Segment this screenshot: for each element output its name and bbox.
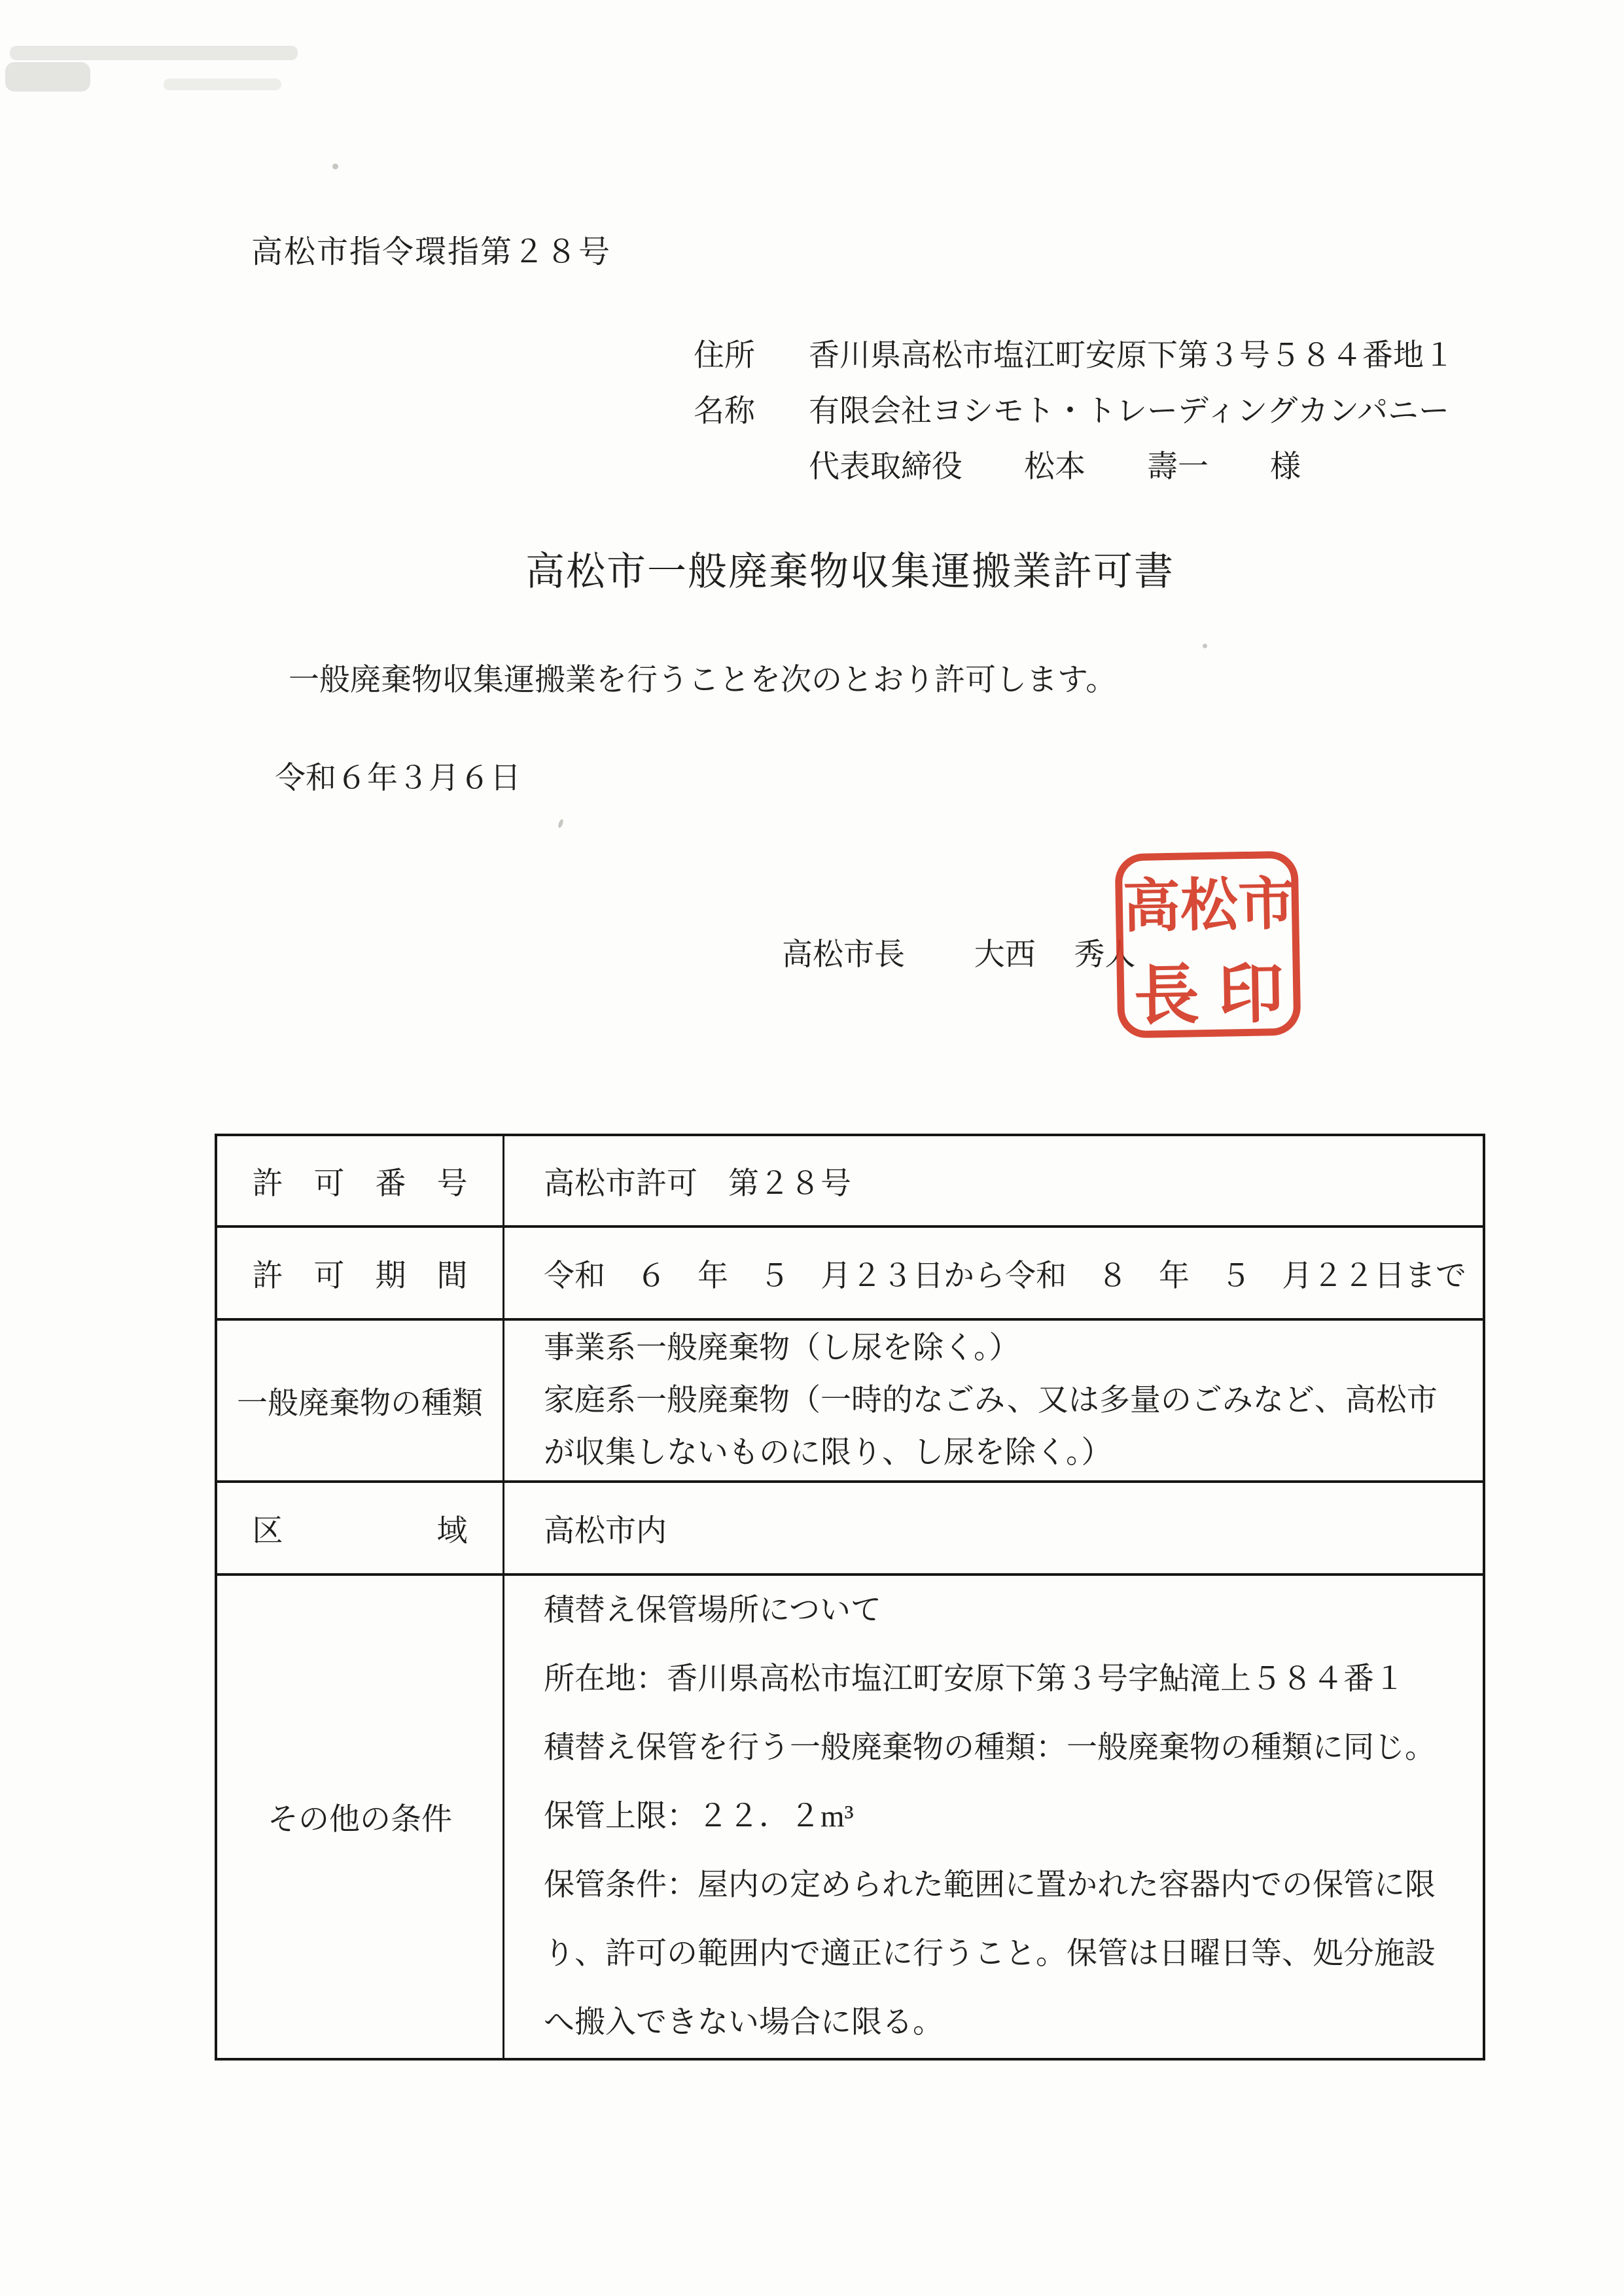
seal-char: 高: [1122, 875, 1181, 940]
value-line: が収集しないものに限り、し尿を除く。）: [544, 1436, 1112, 1470]
table-row-waste-types: [217, 1318, 1483, 1480]
permission-statement: 一般廃棄物収集運搬業を行うことを次のとおり許可します。: [289, 663, 1117, 697]
row-value: [504, 1321, 1483, 1480]
value-line: 積替え保管場所について: [544, 1593, 882, 1627]
address-value: 香川県高松市塩江町安原下第３号５８４番地１: [809, 339, 1455, 373]
row-label: その他の条件: [217, 1576, 504, 2058]
row-value: [504, 1136, 1483, 1225]
scan-smudge: [10, 46, 298, 60]
representative-line: 代表取締役 松本 壽一 様: [809, 450, 1301, 484]
table-row-other-conditions: [217, 1573, 1483, 2058]
scan-smudge: [5, 62, 90, 92]
seal-char: 松: [1180, 874, 1239, 939]
value-line: 保管条件：屋内の定められた範囲に置かれた容器内での保管に限: [544, 1868, 1436, 1902]
seal-row-top: [1122, 858, 1296, 943]
value-line: 高松市内: [544, 1514, 667, 1548]
value-line: 高松市許可 第２８号: [544, 1166, 851, 1201]
value-line: 積替え保管を行う一般廃棄物の種類：一般廃棄物の種類に同じ。: [544, 1731, 1436, 1765]
mayor-signature: 高松市長 大西 秀人: [782, 938, 1136, 972]
scan-speck: [332, 164, 338, 169]
recipient-address-line: [694, 331, 1455, 375]
document-title: 高松市一般廃棄物収集運搬業許可書: [525, 550, 1174, 593]
value-line: り、許可の範囲内で適正に行うこと。保管は日曜日等、処分施設: [544, 1937, 1436, 1971]
row-value: [504, 1576, 1483, 2058]
seal-char: 印: [1217, 957, 1284, 1032]
value-line: 事業系一般廃棄物（し尿を除く。）: [544, 1331, 1020, 1365]
row-label: 区 域: [217, 1483, 504, 1573]
recipient-name-line: [694, 387, 1449, 430]
address-label: 住所: [694, 339, 755, 373]
table-row-permit-period: [217, 1225, 1483, 1318]
issue-date: 令和６年３月６日: [275, 761, 521, 795]
name-value: 有限会社ヨシモト・トレーディングカンパニー: [809, 394, 1450, 428]
scan-smudge: [164, 78, 281, 90]
row-value: [504, 1483, 1483, 1573]
name-label: 名称: [694, 394, 755, 428]
table-row-permit-number: [217, 1136, 1483, 1225]
official-mayor-seal: [1115, 851, 1301, 1039]
document-number: 高松市指令環指第２８号: [251, 235, 612, 270]
row-label: 許 可 番 号: [217, 1136, 504, 1225]
scan-speck: [1203, 644, 1207, 648]
table-row-area: [217, 1480, 1483, 1573]
value-line: 令和 ６ 年 ５ 月２３日から令和 ８ 年 ５ 月２２日まで: [544, 1259, 1466, 1293]
row-label: 一般廃棄物の種類: [217, 1321, 504, 1480]
seal-char: 市: [1237, 873, 1296, 938]
value-line: 家庭系一般廃棄物（一時的なごみ、又は多量のごみなど、高松市: [544, 1383, 1438, 1418]
value-line: 保管上限：２２．２m³: [544, 1800, 854, 1834]
seal-row-bottom: [1123, 941, 1294, 1037]
seal-char: 長: [1133, 959, 1200, 1033]
row-value: [504, 1228, 1486, 1318]
value-line: へ搬入できない場合に限る。: [544, 2006, 944, 2040]
scan-speck: [557, 818, 564, 828]
value-line: 所在地：香川県高松市塩江町安原下第３号字鮎滝上５８４番１: [544, 1662, 1405, 1696]
row-label: 許 可 期 間: [217, 1228, 504, 1318]
permit-details-table: [215, 1134, 1485, 2061]
